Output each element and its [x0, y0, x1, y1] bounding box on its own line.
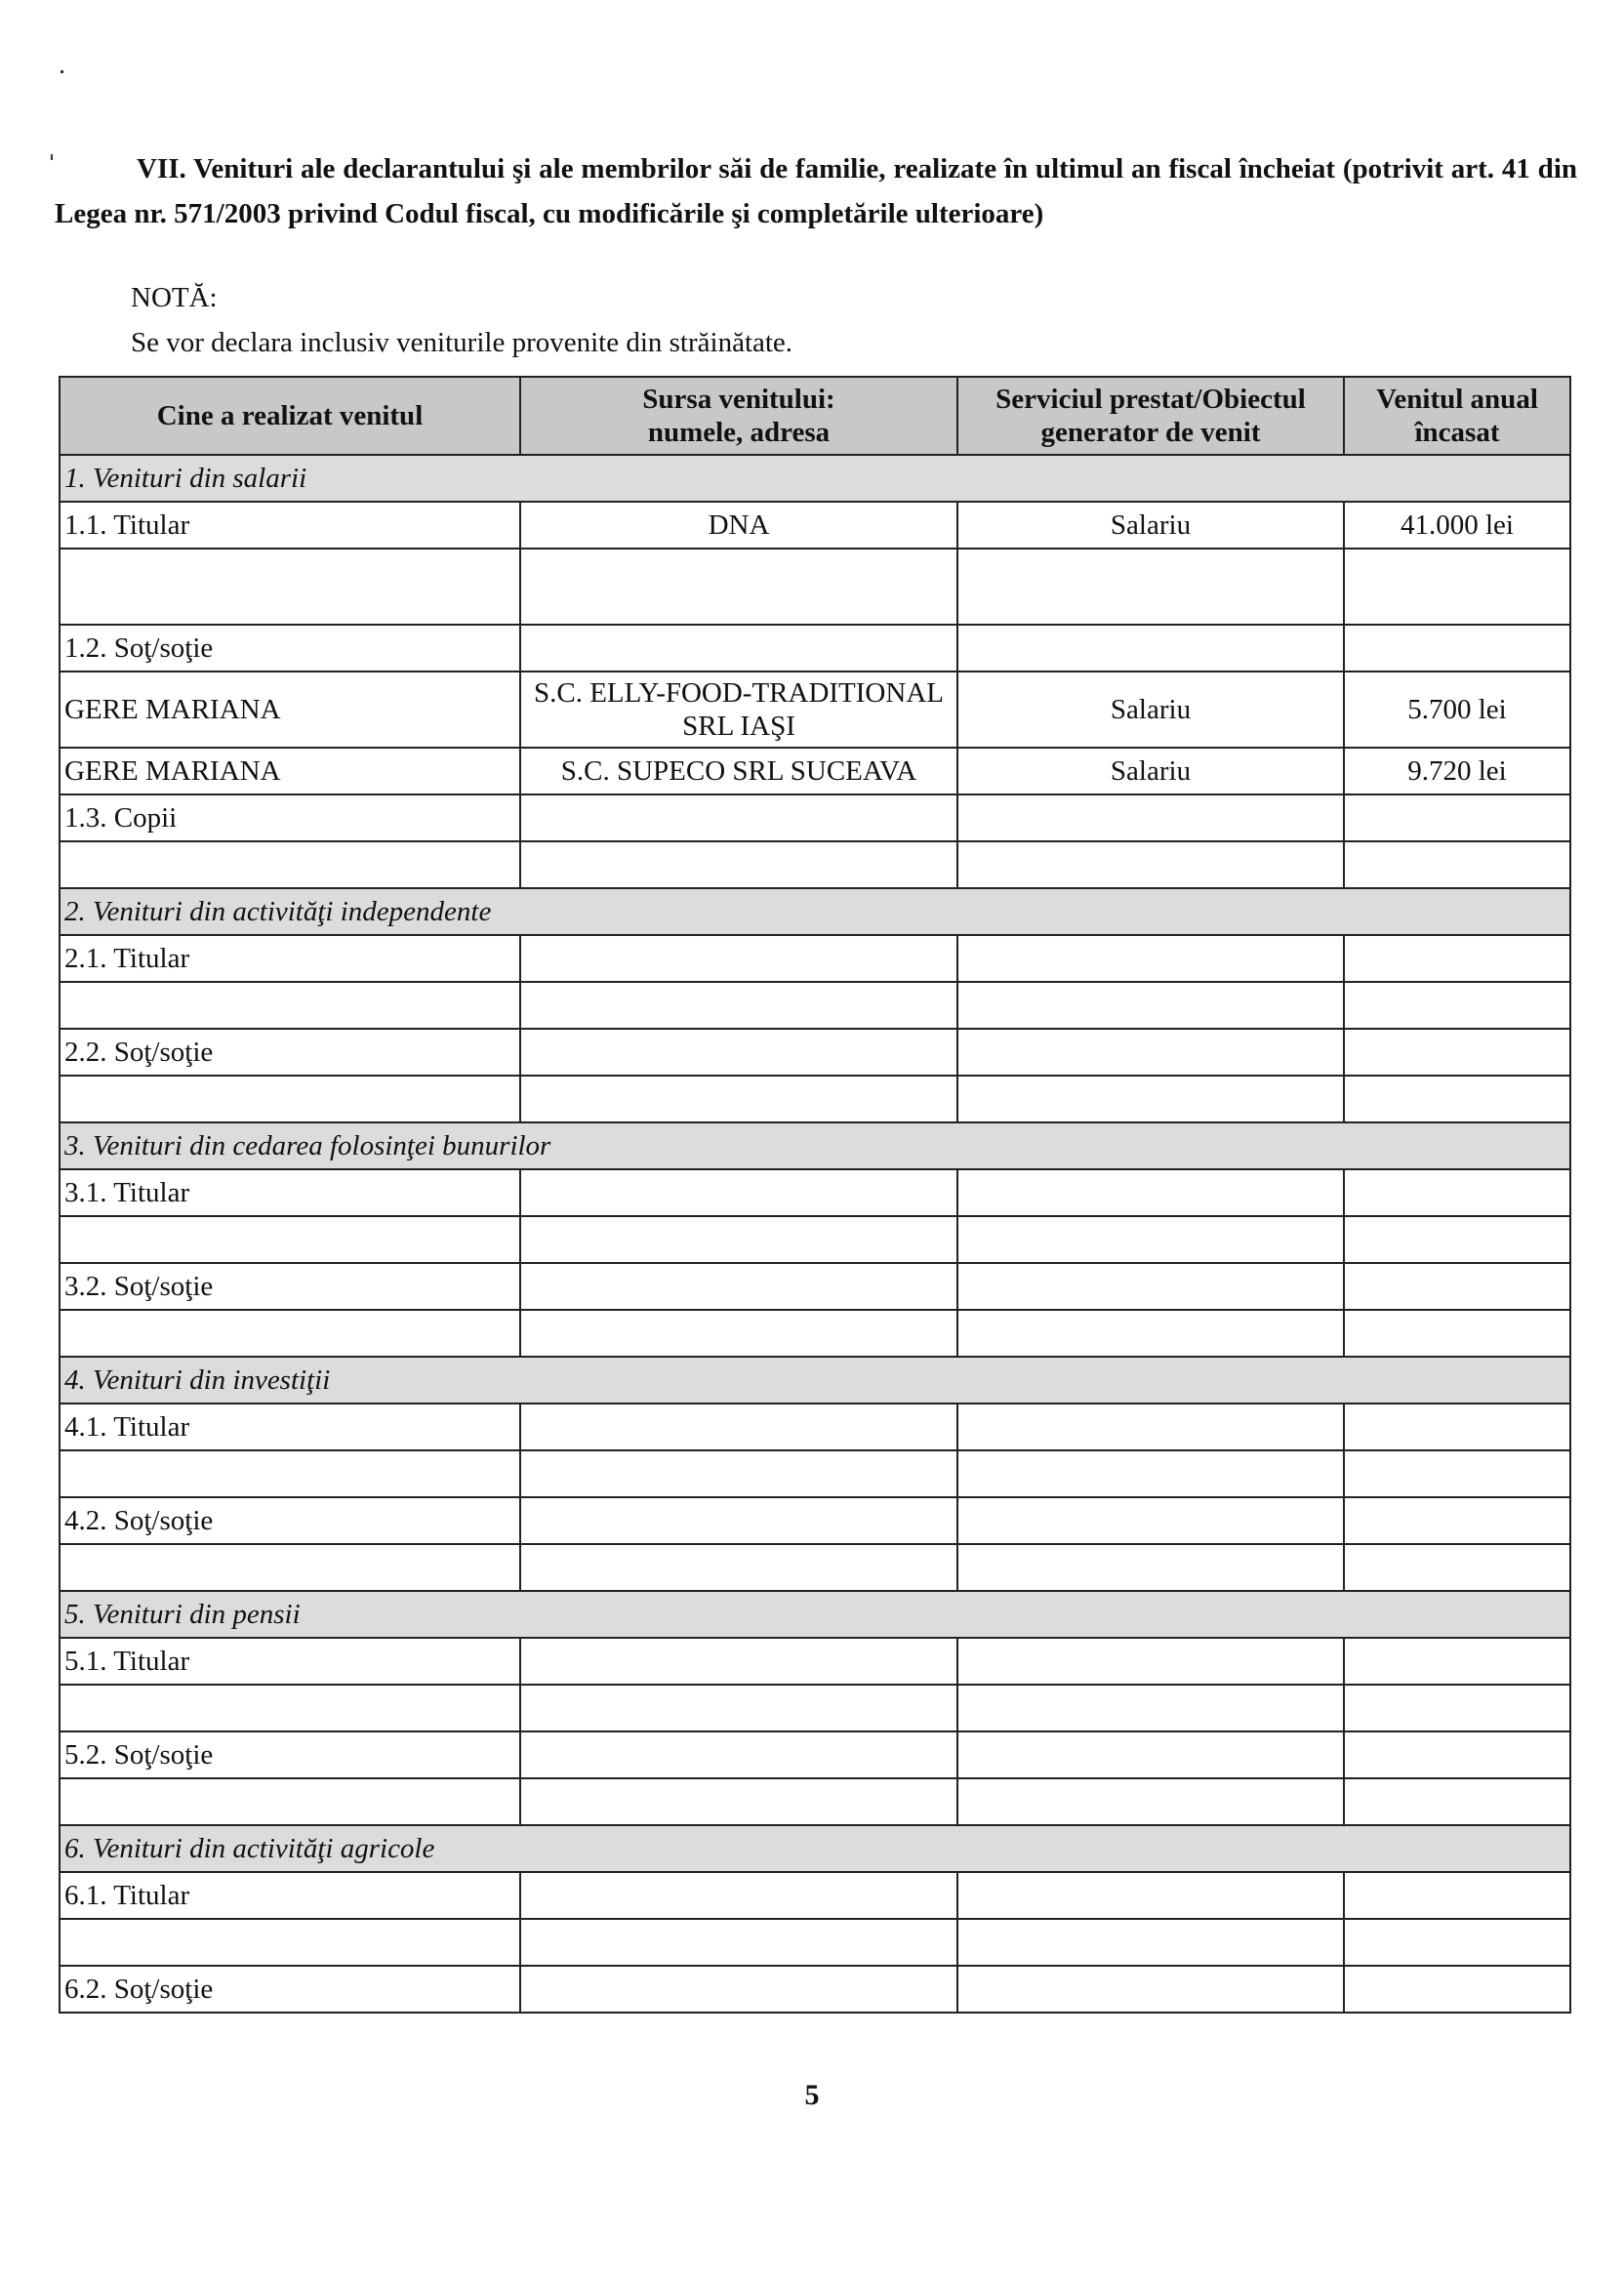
section-label: 5. Venituri din pensii — [60, 1591, 1570, 1638]
table-row — [60, 1778, 1570, 1825]
cell-income — [1344, 794, 1570, 841]
cell-who: 4.1. Titular — [60, 1404, 520, 1450]
cell-service — [957, 1638, 1344, 1685]
header-income: Venitul anual încasat — [1344, 377, 1570, 455]
cell-who — [60, 1076, 520, 1122]
section-label: 6. Venituri din activităţi agricole — [60, 1825, 1570, 1872]
cell-service — [957, 1076, 1344, 1122]
cell-who: 3.2. Soţ/soţie — [60, 1263, 520, 1310]
cell-who — [60, 841, 520, 888]
table-row — [60, 1966, 1570, 2013]
cell-who: 2.2. Soţ/soţie — [60, 1029, 520, 1076]
cell-service — [957, 1966, 1344, 2013]
section-row — [60, 455, 1570, 502]
cell-service — [957, 794, 1344, 841]
cell-source — [520, 1685, 957, 1731]
table-row — [60, 794, 1570, 841]
cell-who: 6.2. Soţ/soţie — [60, 1966, 520, 2013]
cell-income — [1344, 1263, 1570, 1310]
cell-source — [520, 549, 957, 625]
cell-income — [1344, 1544, 1570, 1591]
table-row — [60, 1169, 1570, 1216]
cell-service — [957, 982, 1344, 1029]
header-source: Sursa venitului: numele, adresa — [520, 377, 957, 455]
cell-income — [1344, 841, 1570, 888]
cell-service — [957, 1263, 1344, 1310]
cell-source — [520, 1544, 957, 1591]
section-row — [60, 888, 1570, 935]
table-row — [60, 1497, 1570, 1544]
cell-income — [1344, 1404, 1570, 1450]
cell-income: 5.700 lei — [1344, 672, 1570, 748]
cell-who — [60, 549, 520, 625]
cell-who: 1.2. Soţ/soţie — [60, 625, 520, 672]
cell-income — [1344, 1778, 1570, 1825]
cell-service — [957, 1404, 1344, 1450]
cell-source — [520, 935, 957, 982]
section-row — [60, 1591, 1570, 1638]
table-row — [60, 1638, 1570, 1685]
table-row — [60, 935, 1570, 982]
section-heading: VII. Venituri ale declarantului şi ale membrilor săi de familie, realizate în ultimul an fiscal încheiat (potrivit art. 41 din Legea nr. 571/2003 privind Codul fiscal, cu modificările şi completările ulterioare) — [55, 153, 1577, 229]
cell-who: 1.3. Copii — [60, 794, 520, 841]
cell-source: DNA — [520, 502, 957, 549]
cell-income: 9.720 lei — [1344, 748, 1570, 794]
cell-service: Salariu — [957, 748, 1344, 794]
income-table-header — [60, 377, 1570, 455]
table-row — [60, 1872, 1570, 1919]
cell-who: 3.1. Titular — [60, 1169, 520, 1216]
cell-who: 4.2. Soţ/soţie — [60, 1497, 520, 1544]
cell-who: 1.1. Titular — [60, 502, 520, 549]
cell-source — [520, 1731, 957, 1778]
cell-who — [60, 1216, 520, 1263]
cell-service — [957, 549, 1344, 625]
cell-income — [1344, 1872, 1570, 1919]
cell-source — [520, 841, 957, 888]
cell-service — [957, 1310, 1344, 1357]
cell-who — [60, 1450, 520, 1497]
cell-income: 41.000 lei — [1344, 502, 1570, 549]
table-row — [60, 1076, 1570, 1122]
cell-source — [520, 1966, 957, 2013]
page-number: 5 — [804, 2079, 820, 2111]
cell-source: S.C. SUPECO SRL SUCEAVA — [520, 748, 957, 794]
cell-service — [957, 1169, 1344, 1216]
cell-service: Salariu — [957, 502, 1344, 549]
cell-source — [520, 1919, 957, 1966]
note-text: Se vor declara inclusiv veniturile provenite din străinătate. — [131, 327, 793, 358]
cell-source — [520, 1216, 957, 1263]
income-table — [59, 376, 1571, 2014]
income-table-body — [60, 455, 1570, 2013]
table-row — [60, 672, 1570, 748]
cell-who: 2.1. Titular — [60, 935, 520, 982]
cell-source — [520, 1076, 957, 1122]
table-row — [60, 1404, 1570, 1450]
cell-income — [1344, 625, 1570, 672]
cell-income — [1344, 549, 1570, 625]
table-row — [60, 1216, 1570, 1263]
cell-service — [957, 1731, 1344, 1778]
cell-source — [520, 794, 957, 841]
cell-income — [1344, 1450, 1570, 1497]
cell-income — [1344, 1216, 1570, 1263]
table-row — [60, 841, 1570, 888]
section-row — [60, 1122, 1570, 1169]
table-row — [60, 748, 1570, 794]
note-block — [131, 275, 792, 365]
cell-service — [957, 1450, 1344, 1497]
table-row — [60, 1731, 1570, 1778]
cell-who — [60, 982, 520, 1029]
section-label: 4. Venituri din investiţii — [60, 1357, 1570, 1404]
note-label: NOTĂ: — [131, 282, 218, 313]
cell-source — [520, 1263, 957, 1310]
cell-income — [1344, 1731, 1570, 1778]
cell-who — [60, 1778, 520, 1825]
section-label: 3. Venituri din cedarea folosinţei bunurilor — [60, 1122, 1570, 1169]
cell-who — [60, 1685, 520, 1731]
cell-income — [1344, 935, 1570, 982]
cell-service — [957, 1497, 1344, 1544]
table-row — [60, 982, 1570, 1029]
table-row — [60, 1919, 1570, 1966]
cell-income — [1344, 1966, 1570, 2013]
cell-source — [520, 1029, 957, 1076]
cell-income — [1344, 982, 1570, 1029]
table-row — [60, 549, 1570, 625]
cell-who: 5.1. Titular — [60, 1638, 520, 1685]
cell-service — [957, 1544, 1344, 1591]
cell-source — [520, 1169, 957, 1216]
cell-service — [957, 935, 1344, 982]
cell-income — [1344, 1685, 1570, 1731]
cell-source — [520, 982, 957, 1029]
cell-source — [520, 1404, 957, 1450]
cell-income — [1344, 1029, 1570, 1076]
cell-who: 5.2. Soţ/soţie — [60, 1731, 520, 1778]
header-service: Serviciul prestat/Obiectul generator de venit — [957, 377, 1344, 455]
cell-who: 6.1. Titular — [60, 1872, 520, 1919]
cell-income — [1344, 1169, 1570, 1216]
scan-speck — [51, 154, 53, 160]
cell-service — [957, 1029, 1344, 1076]
cell-service — [957, 1216, 1344, 1263]
cell-source — [520, 1310, 957, 1357]
table-row — [60, 1310, 1570, 1357]
cell-source — [520, 1872, 957, 1919]
cell-source — [520, 625, 957, 672]
cell-source: S.C. ELLY-FOOD-TRADITIONAL SRL IAŞI — [520, 672, 957, 748]
cell-service — [957, 1685, 1344, 1731]
cell-source — [520, 1497, 957, 1544]
table-row — [60, 1029, 1570, 1076]
cell-who — [60, 1310, 520, 1357]
cell-income — [1344, 1497, 1570, 1544]
cell-who — [60, 1544, 520, 1591]
cell-service — [957, 1919, 1344, 1966]
scan-speck — [61, 70, 63, 73]
table-row — [60, 1685, 1570, 1731]
section-row — [60, 1825, 1570, 1872]
table-row — [60, 502, 1570, 549]
header-who: Cine a realizat venitul — [60, 377, 520, 455]
cell-who: GERE MARIANA — [60, 672, 520, 748]
cell-who — [60, 1919, 520, 1966]
cell-service — [957, 1872, 1344, 1919]
cell-income — [1344, 1310, 1570, 1357]
cell-service — [957, 841, 1344, 888]
table-row — [60, 1544, 1570, 1591]
section-label: 2. Venituri din activităţi independente — [60, 888, 1570, 935]
cell-source — [520, 1450, 957, 1497]
cell-service — [957, 1778, 1344, 1825]
section-row — [60, 1357, 1570, 1404]
table-row — [60, 1263, 1570, 1310]
section-label: 1. Venituri din salarii — [60, 455, 1570, 502]
cell-source — [520, 1778, 957, 1825]
cell-service — [957, 625, 1344, 672]
cell-income — [1344, 1919, 1570, 1966]
cell-source — [520, 1638, 957, 1685]
cell-who: GERE MARIANA — [60, 748, 520, 794]
table-row — [60, 1450, 1570, 1497]
cell-income — [1344, 1076, 1570, 1122]
cell-income — [1344, 1638, 1570, 1685]
cell-service: Salariu — [957, 672, 1344, 748]
table-row — [60, 625, 1570, 672]
